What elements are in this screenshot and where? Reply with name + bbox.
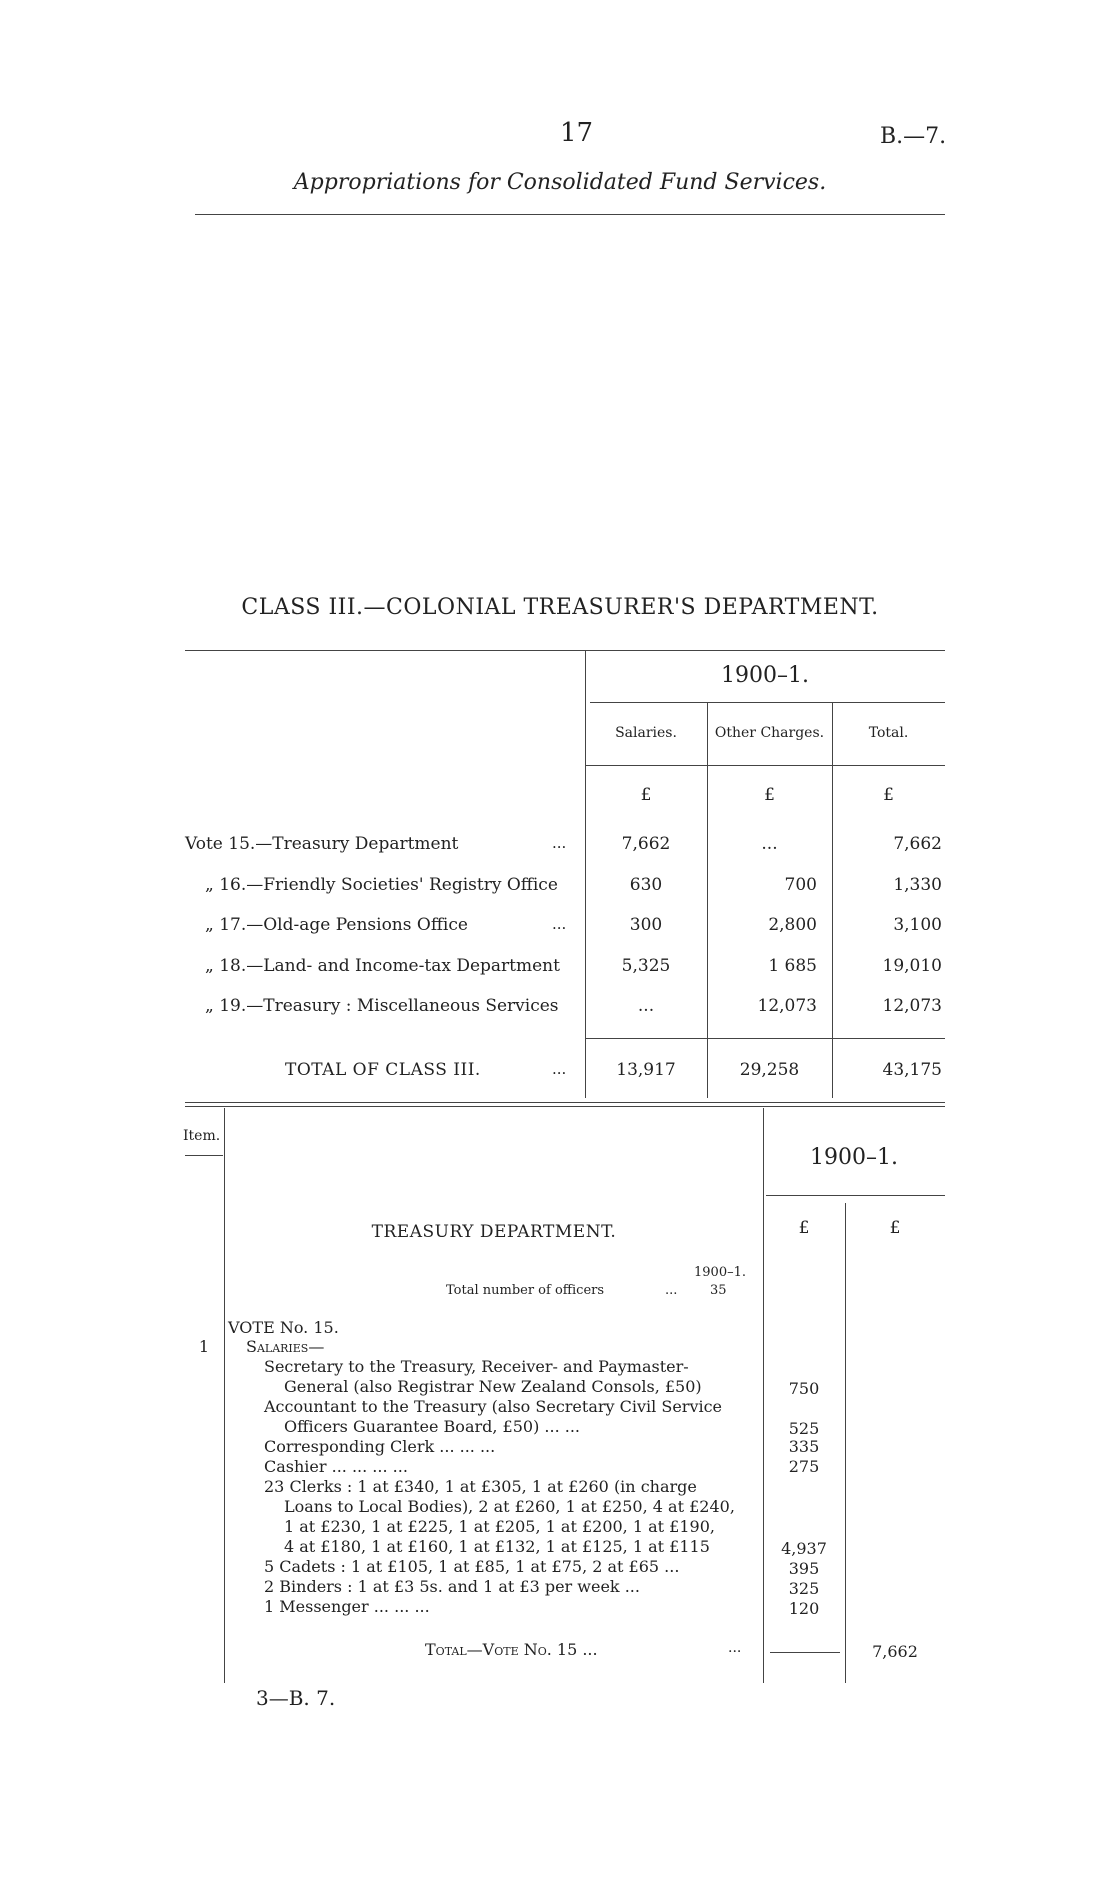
officers-count: 35 (710, 1283, 727, 1298)
currency-other: £ (764, 785, 775, 805)
salary-line: 1 at £230, 1 at £225, 1 at £205, 1 at £200, 1 at £190, (284, 1517, 715, 1536)
summary-row-salaries: 300 (629, 915, 663, 935)
summary-total-leader: ... (552, 1060, 567, 1078)
salary-line: Secretary to the Treasury, Receiver- and Paymaster- (264, 1357, 689, 1376)
summary-row-other: 700 (784, 875, 817, 895)
summary-row-salaries: 630 (629, 875, 663, 895)
total-rule (585, 1038, 945, 1039)
class-heading: CLASS III.—COLONIAL TREASURER'S DEPARTMENT. (241, 595, 879, 620)
summary-row-label: „ 18.—Land- and Income-tax Department (205, 956, 560, 976)
section-rule-top (185, 1102, 945, 1103)
item-number: 1 (198, 1337, 210, 1356)
item-header-rule (185, 1155, 223, 1156)
section-rule-bottom (185, 1106, 945, 1107)
officers-year: 1900–1. (694, 1265, 746, 1280)
summary-row-label: Vote 15.—Treasury Department (185, 834, 459, 854)
page-number: 17 (560, 118, 594, 148)
department-heading: TREASURY DEPARTMENT. (371, 1222, 617, 1242)
salary-line: Officers Guarantee Board, £50) ... ... (284, 1417, 581, 1436)
page-title: Appropriations for Consolidated Fund Services. (293, 170, 827, 195)
summary-row-other: 12,073 (757, 996, 817, 1016)
vote-total-label: Total—Vote No. 15 ... (425, 1640, 598, 1659)
col-header-total: Total. (868, 725, 909, 741)
vote-total-leader: ... (728, 1640, 742, 1656)
summary-row-other: 1 685 (768, 956, 817, 976)
detail-inner-divider (845, 1203, 846, 1683)
officers-label: Total number of officers (446, 1283, 605, 1298)
detail-year-rule (766, 1195, 945, 1196)
detail-year: 1900–1. (810, 1145, 898, 1170)
summary-row-leader: ... (552, 834, 567, 852)
summary-row-other: 2,800 (768, 915, 817, 935)
summary-total-total: 43,175 (882, 1060, 942, 1080)
document-reference: B.—7. (880, 124, 947, 149)
salary-line: Cashier ... ... ... ... (264, 1457, 408, 1476)
vote-heading: VOTE No. 15. (228, 1318, 339, 1337)
salary-line: 4 at £180, 1 at £160, 1 at £132, 1 at £125, 1 at £115 (284, 1537, 710, 1556)
summary-row-total: 3,100 (893, 915, 942, 935)
salary-amount: 525 (788, 1419, 820, 1438)
salary-amount: 275 (788, 1457, 820, 1476)
salary-amount: 395 (788, 1559, 820, 1578)
salary-line: Loans to Local Bodies), 2 at £260, 1 at £250, 4 at £240, (284, 1497, 735, 1516)
summary-row-total: 12,073 (882, 996, 942, 1016)
salary-amount: 4,937 (781, 1539, 827, 1558)
salary-line: Accountant to the Treasury (also Secretary Civil Service (264, 1397, 723, 1416)
salary-line: 1 Messenger ... ... ... (264, 1597, 430, 1616)
summary-row-salaries: 5,325 (621, 956, 671, 976)
summary-total-other: 29,258 (739, 1060, 800, 1080)
salary-amount: 120 (788, 1599, 820, 1618)
summary-row-salaries: ... (637, 996, 655, 1016)
salary-amount: 335 (788, 1437, 820, 1456)
col-header-other-charges: Other Charges. (714, 725, 825, 741)
item-column-divider (224, 1108, 225, 1683)
summary-row-label: „ 19.—Treasury : Miscellaneous Services (205, 996, 559, 1016)
summary-total-salaries: 13,917 (616, 1060, 676, 1080)
salary-amount: 325 (788, 1579, 820, 1598)
detail-currency-1: £ (798, 1218, 810, 1238)
salary-line: General (also Registrar New Zealand Consols, £50) (284, 1377, 702, 1396)
year-rule (590, 702, 945, 703)
summary-row-total: 7,662 (893, 834, 942, 854)
header-rule (195, 214, 945, 215)
salaries-heading: Salaries— (246, 1337, 325, 1356)
currency-total: £ (883, 785, 894, 805)
salary-line: 2 Binders : 1 at £3 5s. and 1 at £3 per week ... (264, 1577, 640, 1596)
summary-total-label: TOTAL OF CLASS III. (285, 1060, 481, 1080)
currency-salaries: £ (640, 785, 652, 805)
detail-currency-2: £ (889, 1218, 901, 1238)
salary-amount: 750 (788, 1379, 820, 1398)
summary-row-label: „ 16.—Friendly Societies' Registry Office (205, 875, 558, 895)
summary-row-leader: ... (552, 915, 567, 933)
col-header-rule (585, 765, 945, 766)
summary-row-label: „ 17.—Old-age Pensions Office (205, 915, 468, 935)
subtotal-rule (770, 1652, 840, 1653)
summary-year: 1900–1. (721, 663, 809, 688)
salary-line: 23 Clerks : 1 at £340, 1 at £305, 1 at £260 (in charge (264, 1477, 697, 1496)
summary-row-salaries: 7,662 (621, 834, 671, 854)
vote-total-amount: 7,662 (872, 1642, 918, 1661)
summary-top-rule (185, 650, 945, 651)
summary-row-total: 19,010 (882, 956, 942, 976)
col-header-salaries: Salaries. (615, 725, 677, 741)
salary-line: Corresponding Clerk ... ... ... (264, 1437, 496, 1456)
footer-signature: 3—B. 7. (256, 1686, 336, 1710)
summary-row-other: ... (761, 834, 778, 854)
officers-leader: ... (665, 1283, 678, 1298)
summary-divider (585, 650, 586, 1098)
summary-row-total: 1,330 (893, 875, 942, 895)
item-header: Item. (183, 1128, 221, 1144)
salary-line: 5 Cadets : 1 at £105, 1 at £85, 1 at £75, 2 at £65 ... (264, 1557, 680, 1576)
